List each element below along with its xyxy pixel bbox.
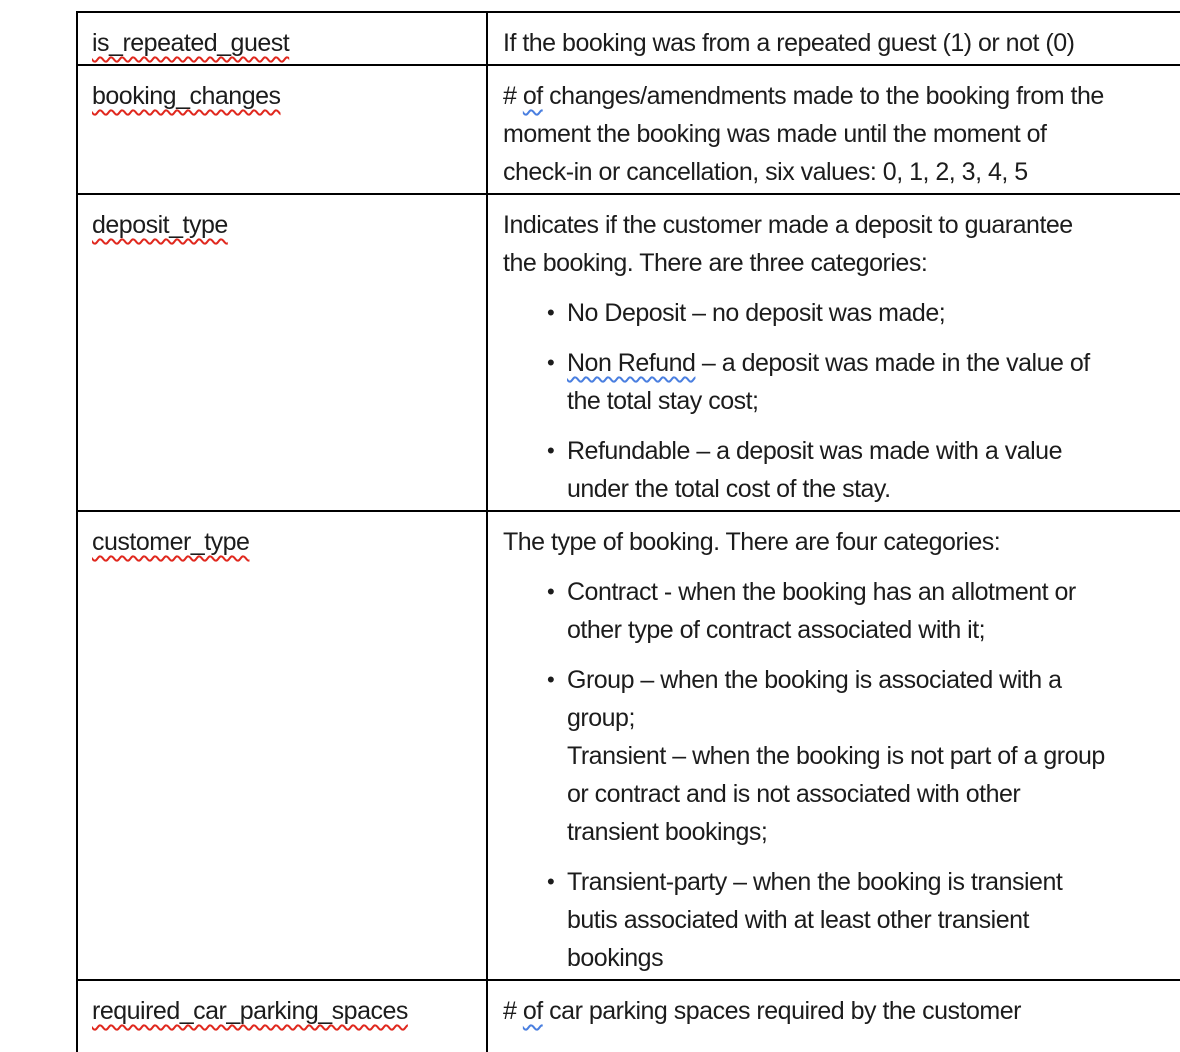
bullet-icon: • bbox=[547, 869, 555, 894]
row-booking-changes bbox=[77, 65, 1180, 194]
bullet-icon: • bbox=[547, 579, 555, 604]
row-required-car-parking-spaces bbox=[77, 980, 1180, 1052]
field-name-cell bbox=[77, 980, 487, 1052]
bullet-icon: • bbox=[547, 350, 555, 375]
grammar-flagged-word: Non Refund bbox=[567, 349, 696, 377]
field-description-cell bbox=[487, 980, 1180, 1052]
description-line: Refundable – a deposit was made with a value bbox=[567, 437, 1062, 465]
field-name-text: is_repeated_guest bbox=[92, 29, 290, 57]
bullet-text bbox=[567, 863, 1180, 977]
description-line: check-in or cancellation, six values: 0, 1, 2, 3, 4, 5 bbox=[503, 158, 1028, 186]
description-line: The type of booking. There are four categories: bbox=[503, 528, 1001, 556]
description-line: If the booking was from a repeated guest (1) or not (0) bbox=[503, 29, 1075, 57]
description-line: Contract - when the booking has an allotment or bbox=[567, 578, 1076, 606]
row-deposit-type bbox=[77, 194, 1180, 511]
row-customer-type bbox=[77, 511, 1180, 980]
description-line: No Deposit – no deposit was made; bbox=[567, 299, 946, 327]
text-segment: changes/amendments made to the booking from the bbox=[542, 82, 1104, 110]
description-line bbox=[503, 77, 1180, 115]
field-name-cell bbox=[77, 65, 487, 194]
row-is-repeated-guest bbox=[77, 12, 1180, 65]
description-line: other type of contract associated with it; bbox=[567, 616, 986, 644]
text-segment: – a deposit was made in the value of bbox=[695, 349, 1090, 377]
description-line: Group – when the booking is associated with a bbox=[567, 666, 1062, 694]
field-name-text: booking_changes bbox=[92, 82, 281, 110]
text-segment: car parking spaces required by the customer bbox=[542, 997, 1021, 1025]
field-name-cell bbox=[77, 12, 487, 65]
description-line: or contract and is not associated with other bbox=[567, 780, 1021, 808]
description-line: under the total cost of the stay. bbox=[567, 475, 891, 503]
field-description-table bbox=[76, 11, 1180, 1052]
description-line: Transient – when the booking is not part of a group bbox=[567, 742, 1105, 770]
description-line: group; bbox=[567, 704, 635, 732]
bullet-text bbox=[567, 661, 1180, 851]
description-line: the booking. There are three categories: bbox=[503, 249, 928, 277]
field-name-cell bbox=[77, 511, 487, 980]
bullet-item bbox=[503, 294, 1180, 332]
grammar-flagged-word: of bbox=[522, 82, 543, 110]
field-name-cell bbox=[77, 194, 487, 511]
field-description-cell bbox=[487, 194, 1180, 511]
field-name-text: deposit_type bbox=[92, 211, 228, 239]
field-description-cell bbox=[487, 511, 1180, 980]
description-line: Indicates if the customer made a deposit to guarantee bbox=[503, 211, 1073, 239]
text-segment: # bbox=[503, 82, 523, 110]
bullet-icon: • bbox=[547, 438, 555, 463]
bullet-text bbox=[567, 432, 1180, 508]
description-line: the total stay cost; bbox=[567, 387, 759, 415]
text-segment: # bbox=[503, 997, 523, 1025]
description-line: moment the booking was made until the moment of bbox=[503, 120, 1047, 148]
bullet-item bbox=[503, 573, 1180, 649]
bullet-item bbox=[503, 661, 1180, 851]
description-line bbox=[567, 344, 1180, 382]
field-name-text: customer_type bbox=[92, 528, 250, 556]
description-line: butis associated with at least other transient bbox=[567, 906, 1029, 934]
description-line: transient bookings; bbox=[567, 818, 768, 846]
bullet-text bbox=[567, 344, 1180, 420]
bullet-item bbox=[503, 344, 1180, 420]
bullet-item bbox=[503, 863, 1180, 977]
field-description-cell bbox=[487, 65, 1180, 194]
bullet-icon: • bbox=[547, 300, 555, 325]
description-line: bookings bbox=[567, 944, 664, 972]
grammar-flagged-word: of bbox=[522, 997, 543, 1025]
field-description-cell bbox=[487, 12, 1180, 65]
field-name-text: required_car_parking_spaces bbox=[92, 997, 408, 1025]
bullet-text bbox=[567, 573, 1180, 649]
description-line bbox=[503, 992, 1180, 1030]
bullet-item bbox=[503, 432, 1180, 508]
bullet-icon: • bbox=[547, 667, 555, 692]
bullet-text bbox=[567, 294, 1180, 332]
description-line: Transient-party – when the booking is transient bbox=[567, 868, 1063, 896]
